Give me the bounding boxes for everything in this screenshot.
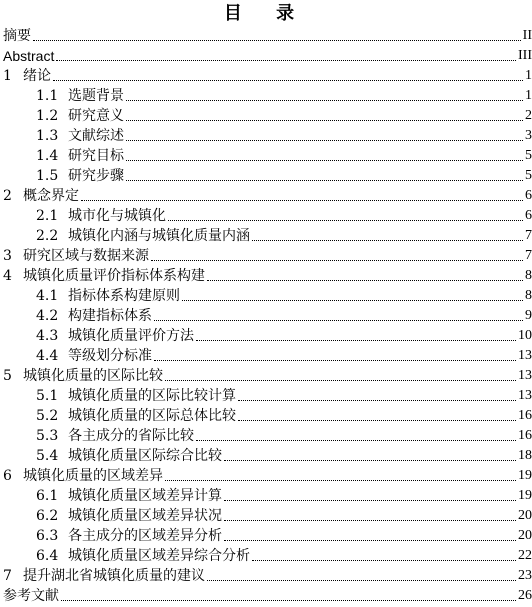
dot-leader xyxy=(56,60,516,61)
toc-entry-page-number: 5 xyxy=(525,148,532,163)
toc-entry-page-number: 8 xyxy=(525,288,532,303)
toc-entry-label: 概念界定 xyxy=(23,188,79,204)
toc-entry[interactable] xyxy=(0,444,532,464)
toc-entry[interactable] xyxy=(0,264,532,284)
dot-leader xyxy=(252,560,516,561)
dot-leader xyxy=(33,40,521,41)
dot-leader xyxy=(126,160,523,161)
dot-leader xyxy=(224,540,516,541)
toc-entry-number: 4.3 xyxy=(36,328,59,344)
toc-entry-page-number: 5 xyxy=(525,168,532,183)
toc-entry[interactable] xyxy=(0,304,532,324)
toc-entry[interactable] xyxy=(0,284,532,304)
toc-entry-number: 6.3 xyxy=(36,528,59,544)
dot-leader xyxy=(207,580,516,581)
page-title: 目 录 xyxy=(223,3,309,24)
toc-entry-label: 城镇化质量的区际比较 xyxy=(23,368,163,384)
toc-entry-number: 5.1 xyxy=(36,388,59,404)
toc-entry-page-number: 7 xyxy=(525,228,532,243)
dot-leader xyxy=(165,480,516,481)
toc-entry-label: 参考文献 xyxy=(3,588,59,604)
toc-entry-number: 6.2 xyxy=(36,508,59,524)
dot-leader xyxy=(196,440,516,441)
toc-entry-number: 3 xyxy=(3,248,12,264)
toc-entry-page-number: 19 xyxy=(518,488,532,503)
dot-leader xyxy=(238,400,516,401)
toc-entry[interactable] xyxy=(0,224,532,244)
dot-leader xyxy=(154,320,523,321)
toc-entry[interactable] xyxy=(0,364,532,384)
dot-leader xyxy=(53,80,523,81)
dot-leader xyxy=(252,240,523,241)
toc-entry-page-number: 3 xyxy=(525,128,532,143)
toc-entry-number: 5.4 xyxy=(36,448,59,464)
toc-entry-number: 6.4 xyxy=(36,548,59,564)
toc-entry-label: 各主成分的区域差异分析 xyxy=(68,528,222,544)
toc-entry-label: 构建指标体系 xyxy=(68,308,152,324)
toc-entry-number: 2.1 xyxy=(36,208,59,224)
dot-leader xyxy=(154,360,516,361)
dot-leader xyxy=(182,300,523,301)
toc-entry[interactable] xyxy=(0,384,532,404)
toc-entry[interactable] xyxy=(0,164,532,184)
toc-entry-label: 选题背景 xyxy=(68,88,124,104)
toc-entry-label: 研究意义 xyxy=(68,108,124,124)
dot-leader xyxy=(224,520,516,521)
toc-entry-label: 城镇化质量区域差异综合分析 xyxy=(68,548,250,564)
toc-entry[interactable] xyxy=(0,184,532,204)
toc-entry-page-number: 19 xyxy=(518,468,532,483)
toc-entry[interactable] xyxy=(0,564,532,584)
dot-leader xyxy=(61,600,516,601)
toc-entry-page-number: 26 xyxy=(518,588,532,603)
toc-entry-label: 摘要 xyxy=(3,28,31,44)
toc-entry-label: 绪论 xyxy=(23,68,51,84)
dot-leader xyxy=(196,340,516,341)
toc-entry-label: 城镇化质量区际综合比较 xyxy=(68,448,222,464)
toc-entry-label: 研究目标 xyxy=(68,148,124,164)
toc-entry[interactable] xyxy=(0,84,532,104)
toc-entry[interactable] xyxy=(0,44,532,64)
toc-entry-page-number: II xyxy=(522,28,532,43)
toc-entry-label: 等级划分标准 xyxy=(68,348,152,364)
toc-entry-page-number: 16 xyxy=(518,408,532,423)
toc-entry-label: 城镇化质量的区际比较计算 xyxy=(68,388,236,404)
toc-entry-label: 城市化与城镇化 xyxy=(68,208,166,224)
toc-entry[interactable] xyxy=(0,144,532,164)
toc-entry-page-number: 22 xyxy=(518,548,532,563)
toc-entry-number: 1 xyxy=(3,68,12,84)
toc-entry-number: 1.5 xyxy=(36,168,59,184)
toc-entry-label: 城镇化质量区域差异状况 xyxy=(68,508,222,524)
toc-entry-label: 城镇化质量区域差异计算 xyxy=(68,488,222,504)
toc-entry[interactable] xyxy=(0,344,532,364)
toc-entry[interactable] xyxy=(0,424,532,444)
dot-leader xyxy=(224,500,516,501)
toc-entry-number: 4.1 xyxy=(36,288,59,304)
toc-entry-label: 研究步骤 xyxy=(68,168,124,184)
toc-entry-label: 城镇化质量评价指标体系构建 xyxy=(23,268,205,284)
toc-entry-page-number: 13 xyxy=(518,348,532,363)
toc-entry[interactable] xyxy=(0,464,532,484)
toc-entry[interactable] xyxy=(0,24,532,44)
toc-entry-label: Abstract xyxy=(3,48,55,64)
toc-entry-page-number: 16 xyxy=(518,428,532,443)
toc-entry-page-number: 6 xyxy=(525,208,532,223)
toc-entry-label: 各主成分的省际比较 xyxy=(68,428,194,444)
dot-leader xyxy=(224,460,516,461)
dot-leader xyxy=(165,380,516,381)
toc-entry-number: 5.2 xyxy=(36,408,59,424)
toc-entry-number: 4.4 xyxy=(36,348,59,364)
dot-leader xyxy=(126,100,523,101)
toc-entry-number: 6 xyxy=(3,468,12,484)
toc-entry-page-number: 9 xyxy=(525,308,532,323)
toc-entry-page-number: 20 xyxy=(518,508,532,523)
toc-entry-label: 指标体系构建原则 xyxy=(68,288,180,304)
dot-leader xyxy=(126,180,523,181)
toc-entry[interactable] xyxy=(0,504,532,524)
toc-entry-number: 1.1 xyxy=(36,88,59,104)
toc-entry[interactable] xyxy=(0,204,532,224)
dot-leader xyxy=(126,140,523,141)
toc-entry-page-number: 6 xyxy=(525,188,532,203)
toc-entry-page-number: 1 xyxy=(525,68,532,83)
toc-entry-label: 城镇化内涵与城镇化质量内涵 xyxy=(68,228,250,244)
toc-entry-label: 城镇化质量的区域差异 xyxy=(23,468,163,484)
toc-entry-page-number: 13 xyxy=(518,388,532,403)
toc-entry-page-number: 13 xyxy=(518,368,532,383)
toc-entry[interactable] xyxy=(0,324,532,344)
toc-entry-number: 5.3 xyxy=(36,428,59,444)
toc-entry-page-number: 1 xyxy=(525,88,532,103)
toc-entry[interactable] xyxy=(0,64,532,84)
toc-entry[interactable] xyxy=(0,244,532,264)
toc-entry-label: 提升湖北省城镇化质量的建议 xyxy=(23,568,205,584)
dot-leader xyxy=(238,420,516,421)
toc-entry-page-number: 7 xyxy=(525,248,532,263)
toc-entry[interactable] xyxy=(0,404,532,424)
toc-entry-label: 城镇化质量的区际总体比较 xyxy=(68,408,236,424)
toc-entry-number: 2.2 xyxy=(36,228,59,244)
toc-entry-page-number: 2 xyxy=(525,108,532,123)
toc-entry-number: 4 xyxy=(3,268,12,284)
toc-entry-number: 4.2 xyxy=(36,308,59,324)
toc-entry-page-number: 10 xyxy=(518,328,532,343)
toc-entry[interactable] xyxy=(0,484,532,504)
toc-entry-number: 7 xyxy=(3,568,12,584)
toc-entry-label: 城镇化质量评价方法 xyxy=(68,328,194,344)
toc-entry-number: 1.2 xyxy=(36,108,59,124)
dot-leader xyxy=(81,200,523,201)
toc-entry-number: 2 xyxy=(3,188,12,204)
toc-entry-page-number: 23 xyxy=(518,568,532,583)
toc-entry-number: 5 xyxy=(3,368,12,384)
dot-leader xyxy=(207,280,523,281)
toc-entry[interactable] xyxy=(0,544,532,564)
toc-entry-page-number: 18 xyxy=(518,448,532,463)
toc-entry-label: 研究区域与数据来源 xyxy=(23,248,149,264)
toc-entry-page-number: 8 xyxy=(525,268,532,283)
dot-leader xyxy=(126,120,523,121)
toc-entry-number: 1.4 xyxy=(36,148,59,164)
toc-entry-number: 1.3 xyxy=(36,128,59,144)
toc-entry[interactable] xyxy=(0,124,532,144)
toc-entry-page-number: III xyxy=(518,48,532,63)
dot-leader xyxy=(151,260,523,261)
toc-entry[interactable] xyxy=(0,524,532,544)
toc-entry-label: 文献综述 xyxy=(68,128,124,144)
toc-entry-page-number: 20 xyxy=(518,528,532,543)
toc-entry[interactable] xyxy=(0,104,532,124)
toc-entry[interactable] xyxy=(0,584,532,604)
toc-entry-number: 6.1 xyxy=(36,488,59,504)
dot-leader xyxy=(168,220,523,221)
